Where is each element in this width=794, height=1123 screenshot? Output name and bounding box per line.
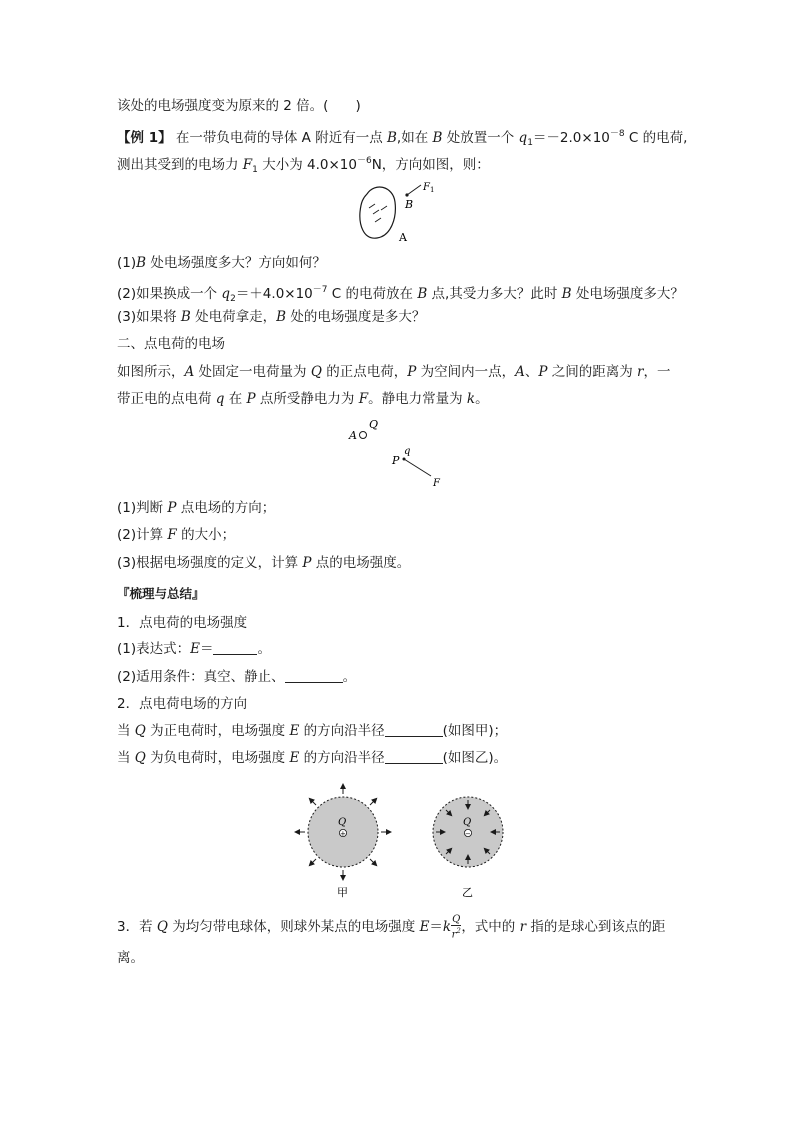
text: ＝－2.0×10: [532, 130, 610, 146]
text: ＝＋4.0×10: [235, 286, 313, 302]
label-F1: $F_1$: [423, 182, 435, 194]
force-F-arrow: [404, 459, 431, 476]
text: 带正电的点电荷: [117, 391, 216, 407]
var-B: B: [417, 286, 428, 302]
example1-q2: [117, 280, 684, 309]
label-Q: Q: [338, 817, 347, 828]
text: 。: [342, 669, 357, 685]
text: 指的是球心到该点的距: [526, 919, 666, 936]
text: ，一: [643, 364, 671, 380]
text: 在: [224, 391, 247, 407]
section2-q1: [117, 498, 275, 518]
example1-line2: [117, 151, 490, 180]
minus-sign: −: [465, 830, 471, 838]
negative-field-figure: [410, 784, 526, 900]
section2-p1: [117, 362, 671, 382]
var-B: B: [136, 255, 147, 271]
text: (2)计算: [117, 527, 168, 543]
label-A: A: [349, 429, 357, 442]
intro-line: [117, 96, 361, 116]
fraction-denominator: [451, 926, 461, 940]
summary-s2b: [117, 748, 507, 768]
fraction-Q-over-r2: [451, 914, 461, 940]
text: 的方向沿半径: [299, 723, 385, 739]
text: 处电荷拿走，: [190, 309, 277, 325]
text: 3．若: [117, 919, 157, 936]
fill-blank[interactable]: [385, 749, 443, 764]
intro-text: 该处的电场强度变为原来的 2 倍。( ): [117, 98, 361, 114]
example-tag: 【例 1】: [117, 130, 172, 146]
text: 点,其受力多大？此时: [427, 286, 562, 302]
var-E: E: [419, 919, 430, 936]
var-k: k: [442, 919, 452, 936]
var-Q: Q: [156, 919, 168, 936]
text: (3)如果将: [117, 309, 181, 325]
var-E: E: [190, 641, 200, 657]
var-A: A: [184, 364, 195, 380]
var-B: B: [561, 286, 572, 302]
label-P: P: [392, 454, 400, 467]
example1-q1: [117, 253, 326, 273]
denominator-r: r: [451, 929, 457, 941]
subscript: 1: [527, 138, 533, 148]
text: 如图所示，: [117, 364, 185, 380]
text: 的大小；: [176, 527, 236, 543]
caption-yi: 乙: [462, 886, 473, 899]
section2-q2: [117, 525, 235, 545]
label-A: A: [399, 231, 407, 244]
superscript: －6: [356, 156, 372, 166]
text: 处电场强度多大？: [571, 286, 684, 302]
conductor-figure: [355, 178, 445, 248]
text: (1): [117, 255, 137, 271]
text: ＝: [429, 919, 443, 936]
text: 在一带负电荷的导体 A 附近有一点: [175, 130, 387, 146]
negative-charge-marks: [369, 204, 387, 222]
var-B: B: [432, 130, 443, 146]
var-q: q: [221, 286, 231, 302]
var-P: P: [407, 364, 417, 380]
text: 为正电荷时，电场强度: [145, 723, 290, 739]
text: 处固定一电荷量为: [194, 364, 311, 380]
plus-sign: +: [340, 830, 346, 838]
positive-field-figure: [285, 784, 401, 900]
fill-blank[interactable]: [385, 722, 443, 737]
var-P: P: [302, 555, 312, 571]
text: 为负电荷时，电场强度: [145, 750, 290, 766]
section2-p2: [117, 389, 489, 409]
var-F: F: [167, 527, 177, 543]
var-q: q: [215, 391, 225, 407]
var-B: B: [276, 309, 287, 325]
var-E: E: [289, 723, 300, 739]
text: (1)表达式：: [117, 641, 191, 657]
section2-heading: 二、点电荷的电场: [117, 336, 225, 352]
var-E: E: [289, 750, 300, 766]
text: (2)适用条件：真空、静止、: [117, 669, 285, 685]
label-F: F: [433, 478, 440, 489]
label-Q: Q: [463, 817, 472, 828]
label-q: q: [404, 446, 411, 457]
text: ＝: [199, 641, 214, 657]
text: 为空间内一点，: [416, 364, 516, 380]
text: 处的电场强度是多大？: [286, 309, 426, 325]
summary-s3b: 离。: [117, 950, 144, 966]
subscript: 2: [230, 294, 236, 304]
text: (如图乙)。: [442, 750, 508, 766]
summary-s1a: [117, 639, 271, 659]
subscript: 1: [252, 165, 258, 175]
caption-jia: 甲: [337, 886, 348, 899]
label-Q: Q: [369, 418, 379, 431]
var-q: q: [518, 130, 528, 146]
var-F: F: [358, 391, 369, 407]
charge-Q-circle: [360, 432, 367, 439]
section2-q3: [117, 553, 410, 573]
text: 点电场的方向；: [176, 500, 276, 516]
text: 。: [257, 641, 271, 657]
var-Q: Q: [134, 750, 146, 766]
text: 处放置一个: [442, 130, 519, 146]
example1-line1: [117, 124, 687, 153]
var-P: P: [538, 364, 548, 380]
text: 之间的距离为: [547, 364, 638, 380]
var-r: r: [519, 919, 527, 936]
text: 的正点电荷，: [321, 364, 408, 380]
text: 、: [524, 364, 539, 380]
text: ，式中的: [461, 919, 520, 936]
exponent: 2: [456, 927, 461, 935]
var-Q: Q: [310, 364, 322, 380]
text: 当: [117, 750, 135, 766]
summary-s2: 2．点电荷电场的方向: [117, 696, 248, 712]
var-Q: Q: [134, 723, 146, 739]
text: 的方向沿半径: [299, 750, 385, 766]
var-r: r: [637, 364, 644, 380]
superscript: －7: [312, 285, 328, 295]
text: 测出其受到的电场力: [117, 157, 243, 173]
var-P: P: [167, 500, 177, 516]
text: (2)如果换成一个: [117, 286, 222, 302]
example1-q3: [117, 307, 425, 327]
var-A: A: [515, 364, 525, 380]
text: 为均匀带电球体，则球外某点的电场强度: [167, 919, 420, 936]
superscript: －8: [609, 129, 625, 139]
text: (3)根据电场强度的定义，计算: [117, 555, 303, 571]
force-arrow: [407, 185, 421, 195]
text: 点的电场强度。: [311, 555, 411, 571]
text: 。静电力常量为: [368, 391, 467, 407]
text: N，方向如图，则：: [371, 157, 490, 173]
point-charge-figure: [345, 414, 455, 490]
text: 处电场强度多大？方向如何？: [146, 255, 326, 271]
summary-s1b: [117, 667, 356, 687]
fill-blank[interactable]: [213, 640, 257, 655]
text: 。: [475, 391, 489, 407]
var-P: P: [246, 391, 256, 407]
var-k: k: [466, 391, 476, 407]
var-B: B: [180, 309, 191, 325]
summary-s3: [117, 914, 665, 940]
label-B: B: [405, 198, 414, 211]
text: 当: [117, 723, 135, 739]
summary-s2a: [117, 721, 507, 741]
fill-blank[interactable]: [285, 668, 343, 683]
text: (1)判断: [117, 500, 168, 516]
text: 点所受静电力为: [255, 391, 359, 407]
text: 大小为 4.0×10: [257, 157, 357, 173]
text: C 的电荷,: [624, 130, 688, 146]
fraction-numerator: Q: [452, 914, 461, 925]
text: (如图甲)；: [442, 723, 508, 739]
text: C 的电荷放在: [327, 286, 418, 302]
conductor-outline: [360, 187, 396, 238]
text: ,如在: [396, 130, 433, 146]
var-B: B: [387, 130, 397, 146]
summary-s1: 1．点电荷的电场强度: [117, 615, 248, 631]
summary-heading: 『梳理与总结』: [117, 586, 205, 601]
var-F: F: [242, 157, 253, 173]
